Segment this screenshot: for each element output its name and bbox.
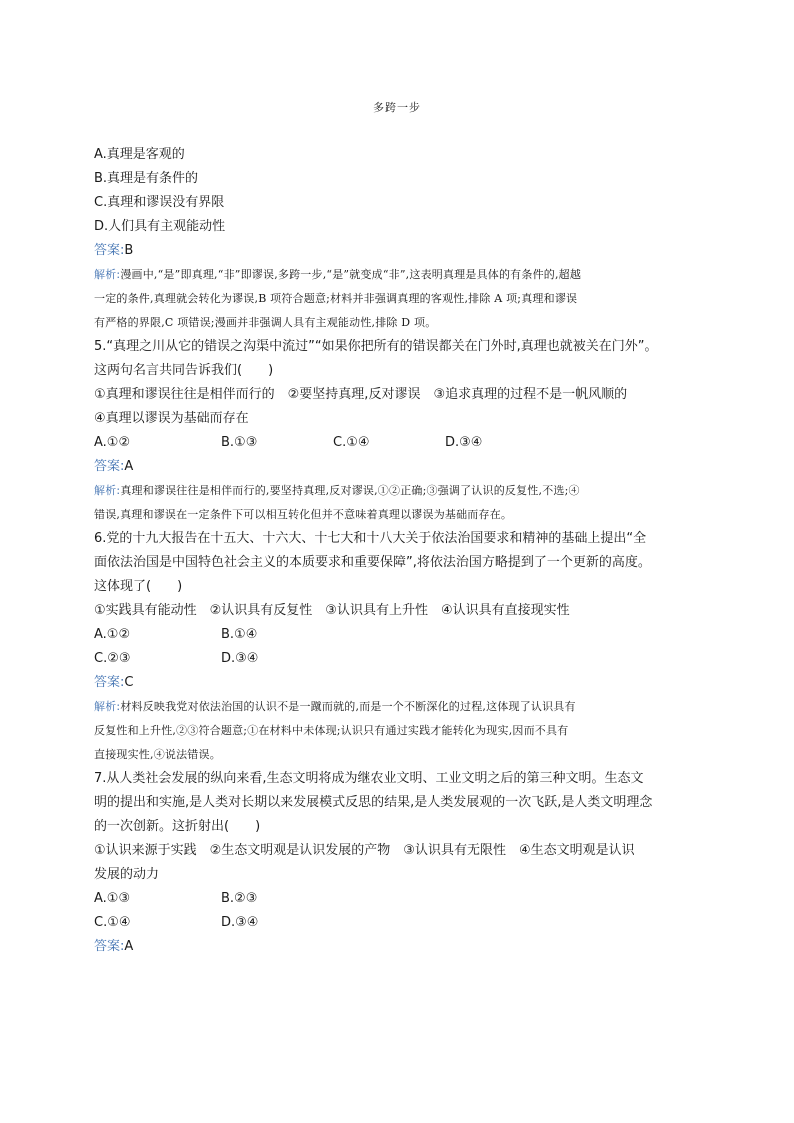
explanation-line: 错误,真理和谬误在一定条件下可以相互转化但并不意味着真理以谬误为基础而存在。 [94, 508, 513, 521]
explanation-label: 解析: [94, 700, 121, 713]
explanation-line: 直接现实性,④说法错误。 [94, 748, 221, 761]
answer-value: B [124, 243, 134, 258]
option-d: D.人们具有主观能动性 [94, 219, 226, 234]
answer-label: 答案: [94, 459, 125, 474]
answer-line [94, 239, 704, 263]
question-stem: 5.“真理之川从它的错误之沟渠中流过”“如果你把所有的错误都关在门外时,真理也就被关在门外”。 [94, 339, 658, 354]
explanation-line: 一定的条件,真理就会转化为谬误,B 项符合题意;材料并非强调真理的客观性,排除 A 项;真理和谬误 [94, 292, 578, 305]
answer-line [94, 455, 704, 479]
option-a: A.①② [94, 435, 131, 450]
question-4 [94, 143, 704, 335]
statement-line: 发展的动力 [94, 867, 160, 882]
question-7 [94, 767, 704, 959]
option-a: A.真理是客观的 [94, 147, 185, 162]
option-c: C.②③ [94, 651, 131, 666]
answer-value: A [124, 459, 134, 474]
question-stem: 明的提出和实施,是人类对长期以来发展模式反思的结果,是人类发展观的一次飞跃,是人类文明理念 [94, 795, 653, 810]
option-d: D.③④ [221, 915, 259, 930]
question-number: 7. [94, 771, 107, 786]
question-number: 5. [94, 339, 107, 354]
answer-line [94, 935, 704, 959]
cartoon-caption: 多跨一步 [373, 101, 421, 114]
option-b: B.①④ [221, 627, 258, 642]
question-stem: 这两句名言共同告诉我们( ) [94, 363, 274, 378]
answer-value: A [124, 939, 134, 954]
question-content [94, 143, 704, 959]
option-a: A.①③ [94, 891, 131, 906]
options-row [94, 623, 704, 647]
question-5 [94, 335, 704, 527]
option-d: D.③④ [445, 435, 483, 450]
options-row [94, 647, 704, 671]
question-6 [94, 527, 704, 767]
statement-line: ④真理以谬误为基础而存在 [94, 411, 249, 426]
answer-label: 答案: [94, 675, 125, 690]
answer-label: 答案: [94, 939, 125, 954]
question-stem: 的一次创新。这折射出( ) [94, 819, 261, 834]
explanation-line: 解析:真理和谬误往往是相伴而行的,要坚持真理,反对谬误,①②正确;③强调了认识的反复性,不选;④ [94, 484, 580, 497]
options-row [94, 431, 704, 455]
option-d: D.③④ [221, 651, 259, 666]
statement-line: ①实践具有能动性 ②认识具有反复性 ③认识具有上升性 ④认识具有直接现实性 [94, 603, 570, 618]
explanation-line: 解析:漫画中,“是”即真理,“非”即谬误,多跨一步,“是”就变成“非”,这表明真理是具体的有条件的,超越 [94, 268, 582, 281]
question-stem: 面依法治国是中国特色社会主义的本质要求和重要保障”,将依法治国方略提到了一个更新的高度。 [94, 555, 651, 570]
explanation-line: 有严格的界限,C 项错误;漫画并非强调人具有主观能动性,排除 D 项。 [94, 316, 437, 329]
option-c: C.①④ [94, 915, 131, 930]
answer-line [94, 671, 704, 695]
question-stem: 这体现了( ) [94, 579, 183, 594]
option-c: C.真理和谬误没有界限 [94, 195, 225, 210]
answer-value: C [124, 675, 134, 690]
question-number: 6. [94, 531, 107, 546]
question-stem: 6.党的十九大报告在十五大、十六大、十七大和十八大关于依法治国要求和精神的基础上提出“全 [94, 531, 647, 546]
option-b: B.①③ [221, 435, 258, 450]
explanation-line: 反复性和上升性,②③符合题意;①在材料中未体现;认识只有通过实践才能转化为现实,因而不具有 [94, 724, 569, 737]
explanation-label: 解析: [94, 484, 121, 497]
option-a: A.①② [94, 627, 131, 642]
statement-line: ①真理和谬误往往是相伴而行的 ②要坚持真理,反对谬误 ③追求真理的过程不是一帆风顺的 [94, 387, 628, 402]
option-b: B.②③ [221, 891, 258, 906]
option-c: C.①④ [333, 435, 370, 450]
options-row [94, 911, 704, 935]
explanation-line: 解析:材料反映我党对依法治国的认识不是一蹴而就的,而是一个不断深化的过程,这体现了认识具有 [94, 700, 576, 713]
answer-label: 答案: [94, 243, 125, 258]
options-row [94, 887, 704, 911]
option-b: B.真理是有条件的 [94, 171, 199, 186]
question-stem: 7.从人类社会发展的纵向来看,生态文明将成为继农业文明、工业文明之后的第三种文明。生态文 [94, 771, 644, 786]
explanation-label: 解析: [94, 268, 121, 281]
statement-line: ①认识来源于实践 ②生态文明观是认识发展的产物 ③认识具有无限性 ④生态文明观是认识 [94, 843, 635, 858]
